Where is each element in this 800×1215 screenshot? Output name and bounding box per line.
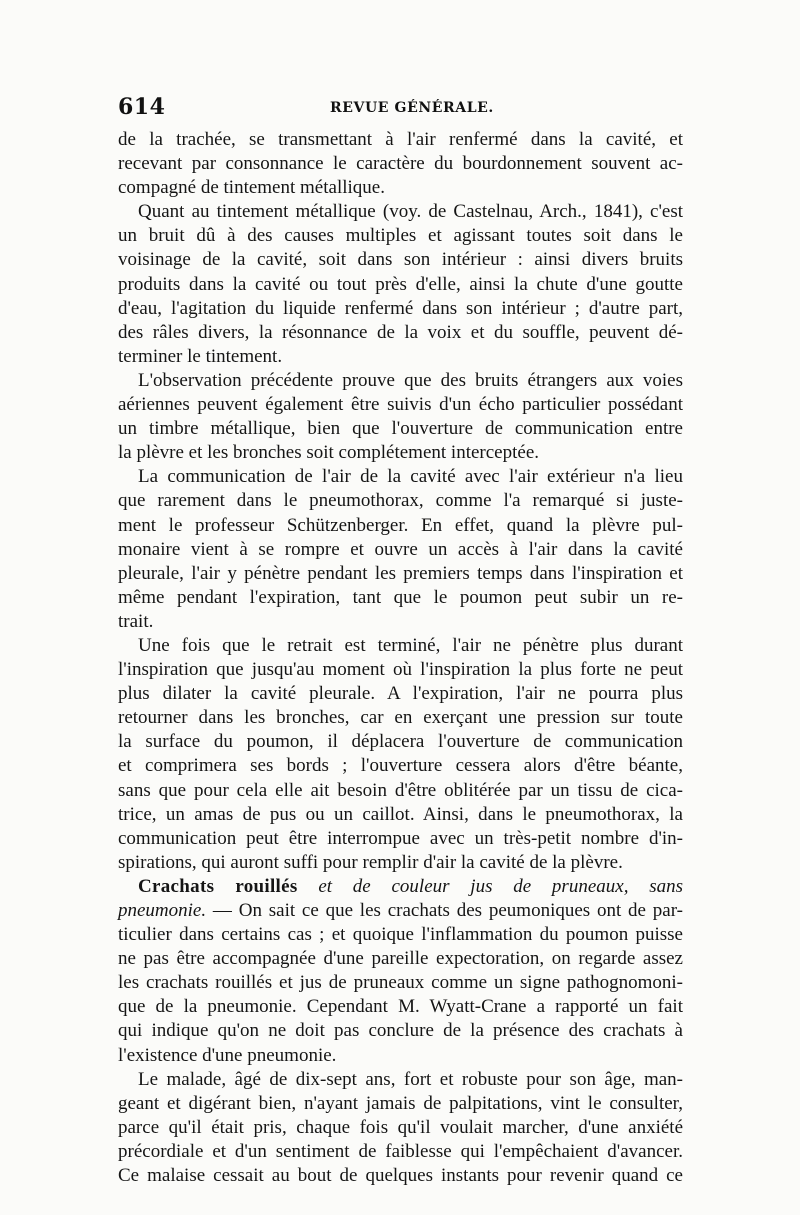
text-line: Le malade, âgé de dix-sept ans, fort et robuste pour son âge, man- — [138, 1068, 683, 1090]
text-line: pleurale, l'air y pénètre pendant les premiers temps dans l'inspiration et — [118, 562, 683, 584]
text-line: spirations, qui auront suffi pour remplir d'air la cavité de la plèvre. — [118, 851, 623, 873]
text-line: sans que pour cela elle ait besoin d'être oblitérée par un tissu de cica- — [118, 779, 683, 801]
text-line: compagné de tintement métallique. — [118, 177, 385, 199]
text-line: les crachats rouillés et jus de pruneaux comme un signe pathognomoni- — [118, 972, 683, 994]
text-line: ticulier dans certains cas ; et quoique l'inflammation du poumon puisse — [118, 924, 683, 946]
text-line: qui indique qu'on ne doit pas conclure de la présence des crachats à — [118, 1020, 683, 1042]
section-title: Crachats rouillés — [138, 875, 298, 897]
text-line: Quant au tintement métallique (voy. de Castelnau, Arch., 1841), c'est — [138, 201, 683, 223]
text-line: ment le professeur Schützenberger. En effet, quand la plèvre pul- — [118, 514, 683, 536]
text-line: que rarement dans le pneumothorax, comme l'a remarqué si juste- — [118, 490, 683, 512]
text-line: ne pas être accompagnée d'une pareille expectoration, on regarde assez — [118, 948, 683, 970]
text-line: retourner dans les bronches, car en exerçant une pression sur toute — [118, 707, 683, 729]
text-line: parce qu'il était pris, chaque fois qu'il voulait marcher, d'une anxiété — [118, 1116, 683, 1138]
text-line: même pendant l'expiration, tant que le poumon peut subir un re- — [118, 586, 683, 608]
text-line: un timbre métallique, bien que l'ouverture de communication entre — [118, 418, 683, 440]
text-line: produits dans la cavité ou tout près d'elle, ainsi la chute d'une goutte — [118, 273, 683, 295]
text-line: L'observation précédente prouve que des bruits étrangers aux voies — [138, 369, 683, 391]
paragraph — [118, 128, 683, 200]
text-line: monaire vient à se rompre et ouvre un accès à l'air dans la cavité — [118, 538, 683, 560]
page-number: 614 — [118, 94, 166, 120]
text-line: geant et digérant bien, n'ayant jamais de palpitations, vint le consulter, — [118, 1092, 683, 1114]
text-line: terminer le tintement. — [118, 345, 283, 367]
text-line: l'existence d'une pneumonie. — [118, 1044, 337, 1066]
section-title-rest: et de couleur jus de pruneaux, sans — [297, 875, 683, 897]
text-line: l'inspiration que jusqu'au moment où l'inspiration la plus forte ne peut — [118, 659, 683, 681]
text-line: trice, un amas de pus ou un caillot. Ainsi, dans le pneumothorax, la — [118, 803, 683, 825]
section-paragraph — [118, 875, 683, 1068]
text-line: précordiale et d'un sentiment de faiblesse qui l'empêchaient d'avancer. — [118, 1140, 683, 1162]
text-line: la plèvre et les bronches soit complétement interceptée. — [118, 442, 539, 464]
page-header — [118, 94, 683, 124]
text-line: aériennes peuvent également être suivis d'un écho particulier possédant — [118, 394, 683, 416]
running-title: REVUE GÉNÉRALE. — [330, 100, 494, 116]
section-title-line2: pneumonie. — [118, 900, 207, 921]
text-line: que de la pneumonie. Cependant M. Wyatt-Crane a rapporté un fait — [118, 996, 683, 1018]
text-line: de la trachée, se transmettant à l'air renfermé dans la cavité, et — [118, 129, 683, 150]
text-line: recevant par consonnance le caractère du bourdonnement souvent ac- — [118, 153, 683, 175]
text-line: pneumonie. — On sait ce que les crachats des peumoniques ont de par- — [118, 900, 683, 921]
text-line: Une fois que le retrait est terminé, l'air ne pénètre plus durant — [138, 634, 683, 656]
text-line: et comprimera ses bords ; l'ouverture cessera alors d'être béante, — [118, 755, 683, 777]
text-line: voisinage de la cavité, soit dans son intérieur : ainsi divers bruits — [118, 249, 683, 271]
paragraph — [118, 369, 683, 465]
text-line: trait. — [118, 610, 154, 632]
text-line: plus dilater la cavité pleurale. A l'expiration, l'air ne pourra plus — [118, 683, 683, 705]
text-line: un bruit dû à des causes multiples et agissant toutes soit dans le — [118, 225, 683, 247]
text-line: La communication de l'air de la cavité avec l'air extérieur n'a lieu — [138, 466, 683, 488]
text-line: communication peut être interrompue avec un très-petit nombre d'in- — [118, 827, 683, 849]
body-text — [118, 128, 683, 1188]
paragraph — [118, 200, 683, 369]
text-line: Ce malaise cessait au bout de quelques instants pour revenir quand ce — [118, 1165, 683, 1187]
paragraph — [118, 465, 683, 634]
paragraph — [118, 1068, 683, 1188]
text-line: des râles divers, la résonnance de la voix et du souffle, peuvent dé- — [118, 321, 683, 343]
text-line: la surface du poumon, il déplacera l'ouverture de communication — [118, 731, 683, 753]
section-heading-line — [118, 875, 683, 899]
paragraph — [118, 634, 683, 875]
text-line: d'eau, l'agitation du liquide renfermé dans son intérieur ; d'autre part, — [118, 297, 683, 319]
